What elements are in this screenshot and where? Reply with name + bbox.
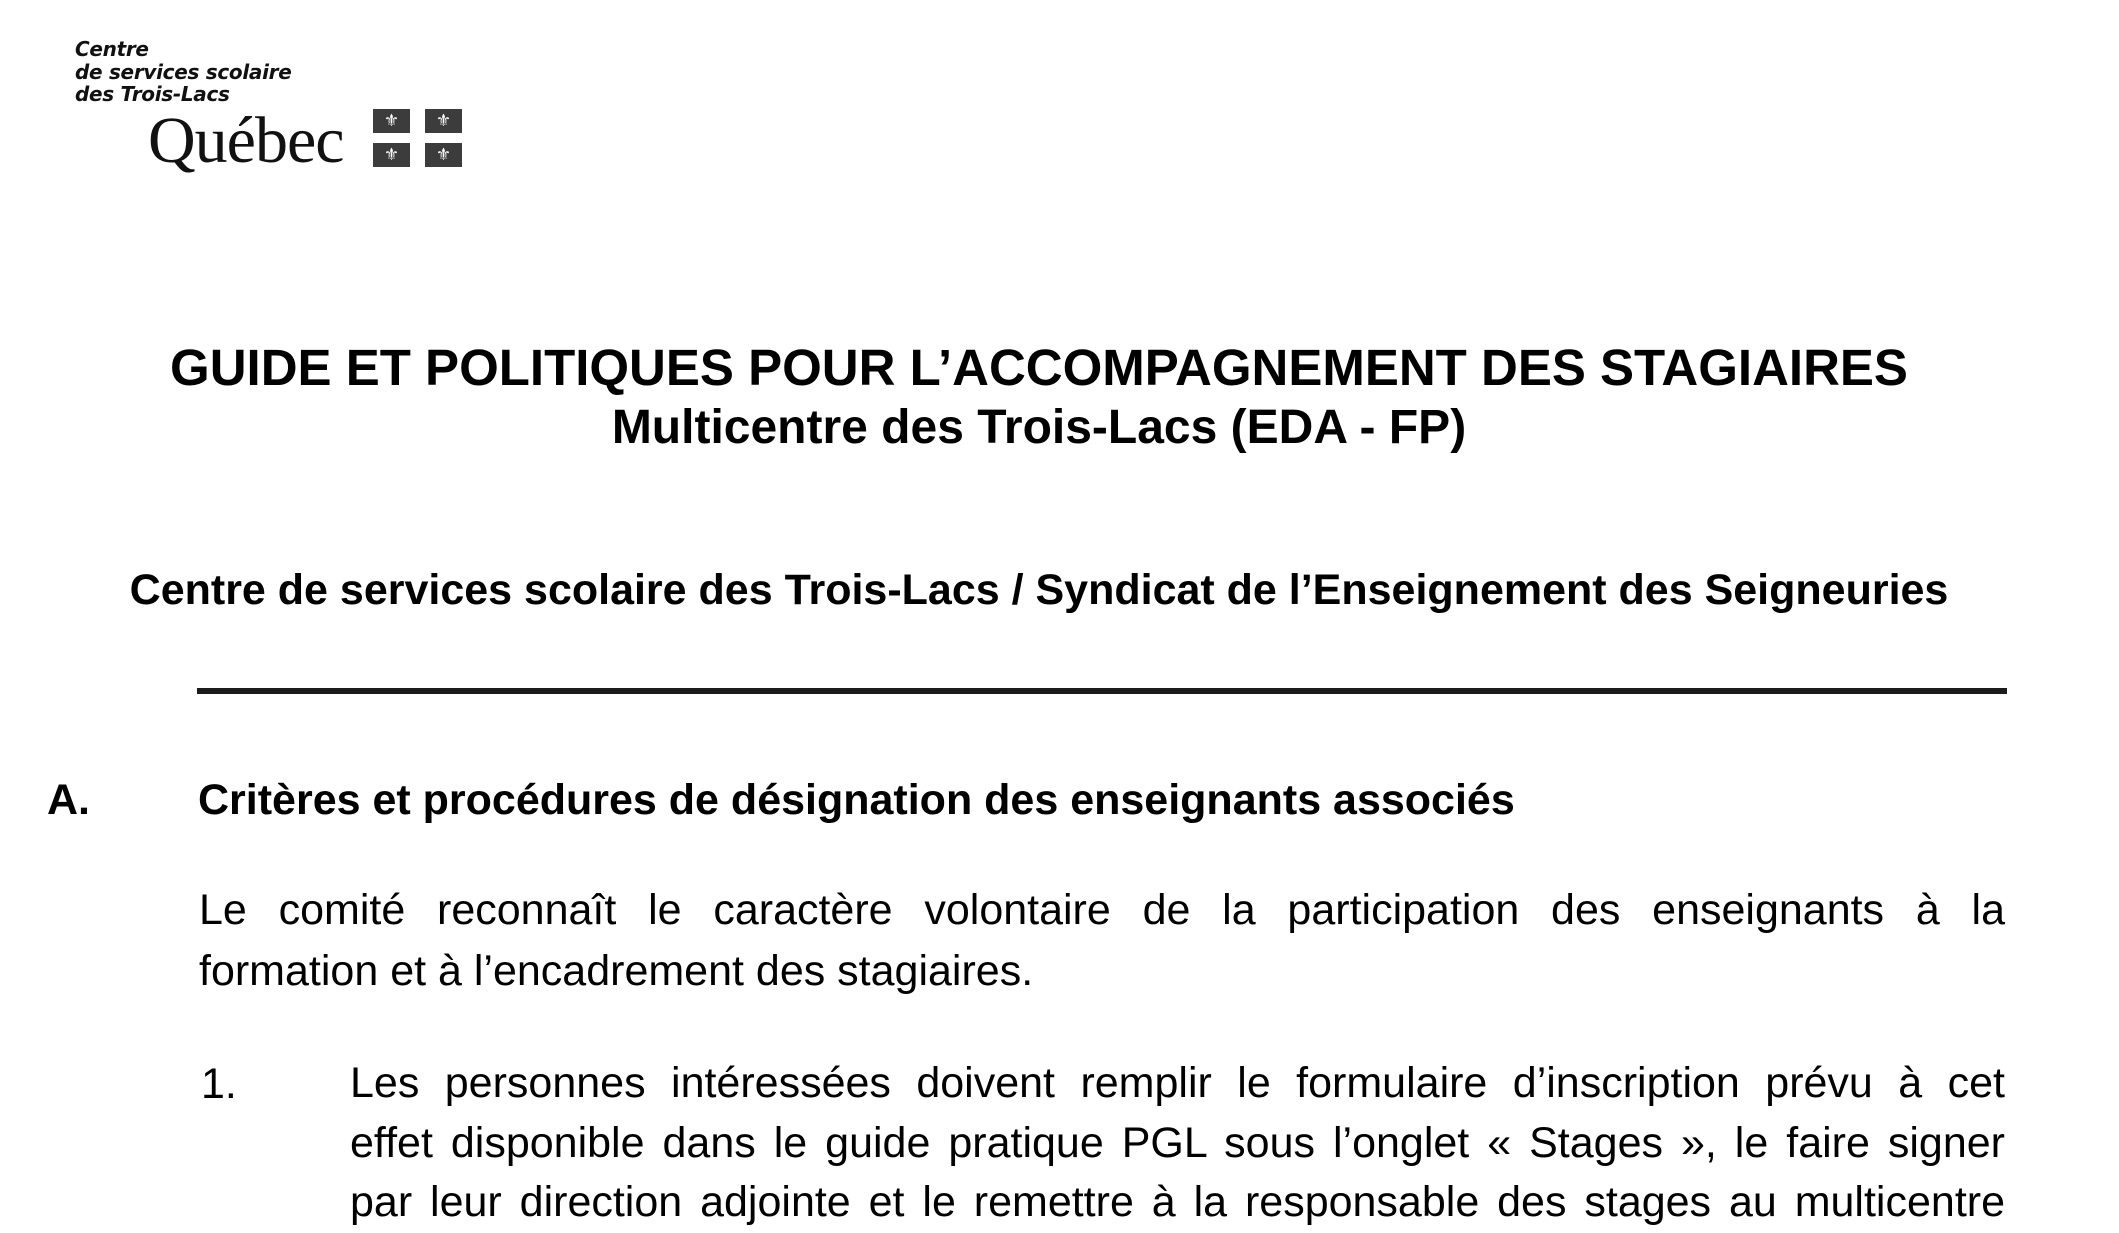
logo-organization-name (75, 38, 292, 106)
fleur-de-lis-icon: ⚜ (425, 143, 462, 167)
list-item-number: 1. (201, 1060, 237, 1108)
document-title-secondary: Multicentre des Trois-Lacs (EDA - FP) (611, 401, 1467, 454)
list-item-line: effet disponible dans le guide pratique PGL sous l’onglet « Stages », le faire signer (350, 1118, 2005, 1167)
logo-org-line: des Trois-Lacs (75, 82, 230, 106)
fleur-de-lis-icon: ⚜ (373, 109, 410, 133)
paragraph-line: formation et à l’encadrement des stagiaires. (199, 947, 1034, 995)
horizontal-divider (197, 688, 2007, 694)
fleur-de-lis-icon: ⚜ (373, 143, 410, 167)
logo-org-line: Centre (75, 37, 149, 61)
organization-logo (72, 38, 472, 178)
list-item-line: Les personnes intéressées doivent remplir le formulaire d’inscription prévu à cet (350, 1059, 2005, 1107)
logo-quebec-wordmark: Québec (148, 104, 344, 177)
document-title: GUIDE ET POLITIQUES POUR L’ACCOMPAGNEMENT DES STAGIAIRES (170, 339, 1908, 396)
paragraph-line: Le comité reconnaît le caractère volontaire de la participation des enseignants à la (199, 886, 2005, 934)
quebec-flag-icon (373, 109, 463, 167)
fleur-de-lis-icon: ⚜ (425, 109, 462, 133)
section-a-intro-paragraph (199, 880, 2005, 1002)
list-item-text (350, 1054, 2005, 1233)
logo-org-line: de services scolaire (75, 59, 292, 84)
section-a-letter: A. (47, 776, 90, 824)
document-subtitle: Centre de services scolaire des Trois-Lacs / Syndicat de l’Enseignement des Seigneuries (129, 566, 1949, 614)
list-item-line: par leur direction adjointe et le remettre à la responsable des stages au multicentre (350, 1178, 2005, 1226)
section-a-heading: Critères et procédures de désignation des enseignants associés (198, 776, 1515, 824)
